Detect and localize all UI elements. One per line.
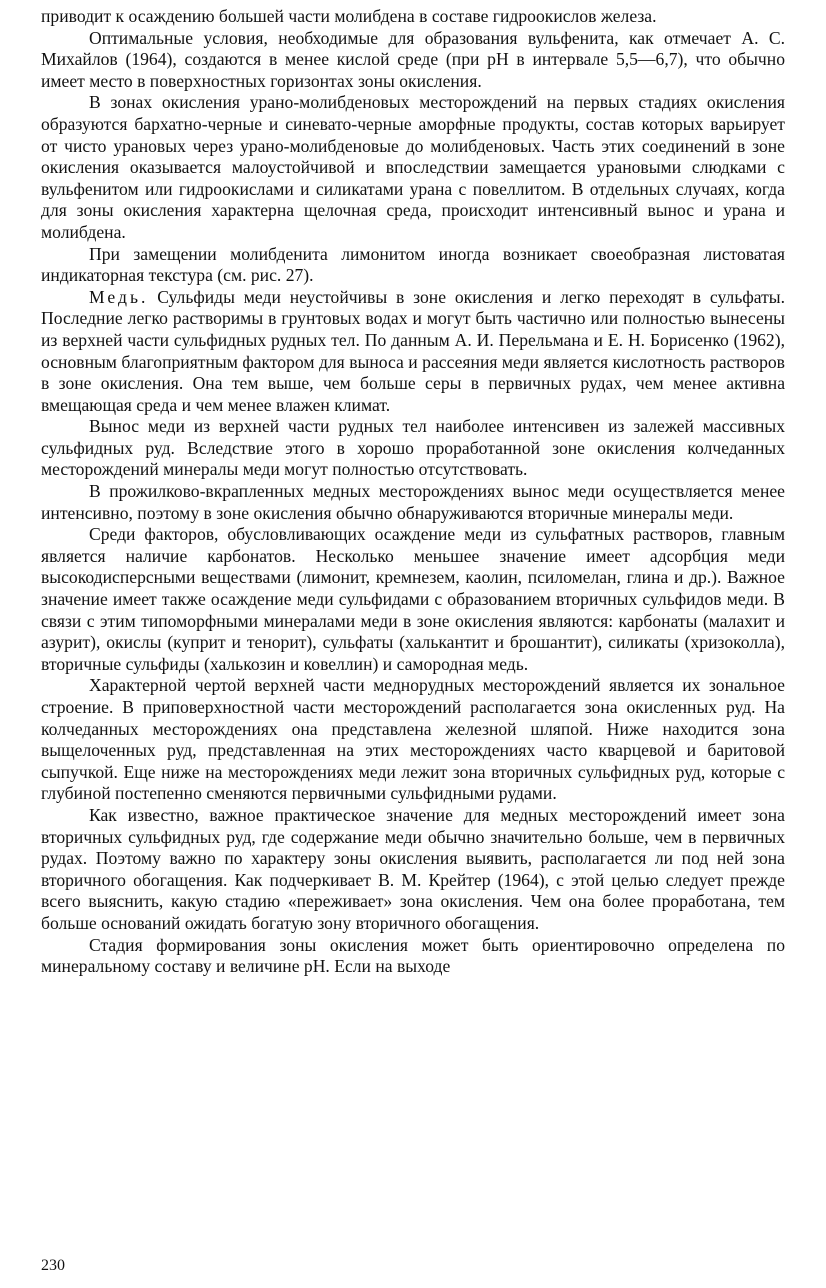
paragraph-9: Характерной чертой верхней части меднорудных месторождений является их зональное строение. В приповерхностной части месторождений располагается зона окисленных руд. На колчеданных месторождениях она представлена железной шляпой. Ниже находится зона выщелоченных руд, представленная на этих месторождениях часто кварцевой и баритовой сыпучкой. Еще ниже на месторождениях меди лежит зона вторичных сульфидных руд, которые с глубиной постепенно сменяются первичными сульфидными рудами. — [41, 675, 785, 804]
paragraph-4: При замещении молибденита лимонитом иногда возникает своеобразная листоватая индикаторная текстура (см. рис. 27). — [41, 243, 785, 286]
paragraph-5 — [41, 287, 785, 417]
paragraph-6: Вынос меди из верхней части рудных тел наиболее интенсивен из залежей массивных сульфидных руд. Вследствие этого в хорошо проработанной зоне окисления колчеданных месторождений минералы меди могут полностью отсутствовать. — [41, 416, 785, 480]
page-number: 230 — [41, 1257, 65, 1274]
paragraph-1: приводит к осаждению большей части молибдена в составе гидроокислов железа. — [41, 6, 657, 26]
paragraph-5-text: Сульфиды меди неустойчивы в зоне окисления и легко переходят в сульфаты. Последние легко растворимы в грунтовых водах и могут быть частично или полностью вынесены из верхней части сульфидных рудных тел. По данным А. И. Перельмана и Е. Н. Борисенко (1962), основным благоприятным фактором для выноса и рассеяния меди является кислотность растворов в зоне окисления. Она тем выше, чем больше серы в первичных рудах, чем менее активна вмещающая среда и чем менее влажен климат. — [41, 286, 785, 415]
paragraph-11: Стадия формирования зоны окисления может быть ориентировочно определена по минеральному составу и величине рН. Если на выходе — [41, 934, 785, 977]
paragraph-2: Оптимальные условия, необходимые для образования вульфенита, как отмечает А. С. Михайлов (1964), создаются в менее кислой среде (при рН в интервале 5,5—6,7), что обычно имеет место в поверхностных горизонтах зоны окисления. — [41, 27, 785, 91]
section-heading-copper: Медь. — [89, 286, 149, 307]
page-body — [41, 6, 785, 978]
paragraph-3: В зонах окисления урано-молибденовых месторождений на первых стадиях окисления образуются бархатно-черные и синевато-черные аморфные продукты, состав которых варьирует от чисто урановых через урано-молибденовые до молибденовых. Часть этих соединений в зоне окисления оказывается малоустойчивой и впоследствии замещается урановыми слюдками с вульфенитом или гидроокислами и силикатами урана с повеллитом. В отдельных случаях, когда для зоны окисления характерна щелочная среда, происходит интенсивный вынос и урана и молибдена. — [41, 92, 785, 242]
paragraph-10: Как известно, важное практическое значение для медных месторождений имеет зона вторичных сульфидных руд, где содержание меди обычно значительно больше, чем в первичных рудах. Поэтому важно по характеру зоны окисления выявить, располагается ли под ней зона вторичного обогащения. Как подчеркивает В. М. Крейтер (1964), с этой целью следует прежде всего выяснить, какую стадию «переживает» зона окисления. Чем она более проработана, тем больше оснований ожидать богатую зону вторичного обогащения. — [41, 804, 785, 933]
paragraph-8: Среди факторов, обусловливающих осаждение меди из сульфатных растворов, главным является наличие карбонатов. Несколько меньшее значение имеет адсорбция меди высокодисперсными веществами (лимонит, кремнезем, каолин, псиломелан, глина и др.). Важное значение имеет также осаждение меди сульфидами с образованием вторичных сульфидов меди. В связи с этим типоморфными минералами меди в зоне окисления являются: карбонаты (малахит и азурит), окислы (куприт и тенорит), сульфаты (халькантит и брошантит), силикаты (хризоколла), вторичные сульфиды (халькозин и ковеллин) и самородная медь. — [41, 524, 785, 674]
paragraph-7: В прожилково-вкрапленных медных месторождениях вынос меди осуществляется менее интенсивно, поэтому в зоне окисления обычно обнаруживаются вторичные минералы меди. — [41, 481, 785, 523]
